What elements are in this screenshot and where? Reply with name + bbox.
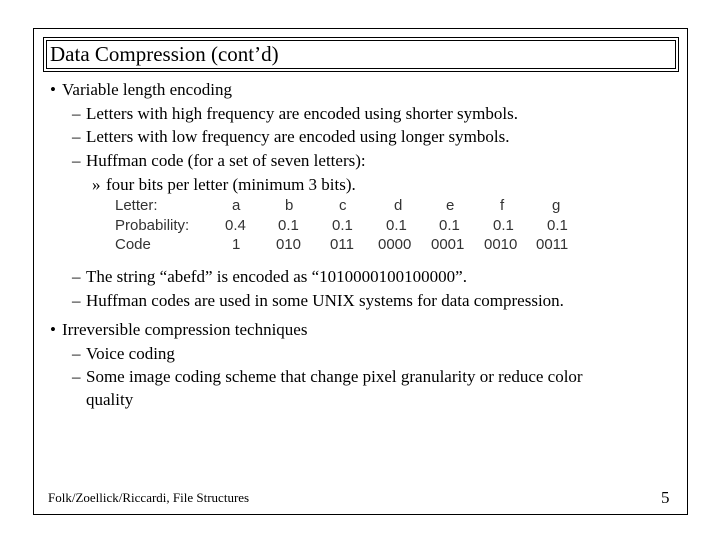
- table-cell: a: [232, 197, 241, 214]
- bullet-irreversible-compression: [50, 320, 307, 340]
- bullet-variable-length: [50, 80, 232, 100]
- subitem-low-frequency: [72, 127, 509, 147]
- footer-credit: Folk/Zoellick/Riccardi, File Structures: [48, 490, 250, 505]
- table-header-letter: Letter:: [115, 197, 158, 214]
- table-cell: e: [446, 197, 455, 214]
- table-cell: 0.1: [278, 217, 299, 234]
- table-cell: 0011: [536, 236, 569, 253]
- table-cell: 0.1: [386, 217, 407, 234]
- dash-glyph: –: [72, 151, 81, 170]
- subitem-text: Some image coding scheme that change pixel granularity or reduce color: [86, 367, 583, 386]
- table-cell: g: [552, 197, 561, 214]
- table-cell: 0.1: [547, 217, 568, 234]
- table-cell: 0000: [378, 236, 412, 253]
- dash-glyph: –: [72, 367, 81, 386]
- page-number: 5: [661, 488, 670, 507]
- dash-glyph: –: [72, 127, 81, 146]
- bullet-glyph: •: [50, 320, 56, 339]
- bullet-text: Variable length encoding: [62, 80, 232, 99]
- dash-glyph: –: [72, 267, 81, 286]
- subitem-image-coding: [72, 367, 583, 387]
- subsubitem-text: four bits per letter (minimum 3 bits).: [106, 175, 356, 194]
- subsubitem-four-bits: [92, 175, 356, 195]
- subitem-unix-systems: [72, 291, 564, 311]
- subitem-text: Letters with low frequency are encoded using longer symbols.: [86, 127, 510, 146]
- dash-glyph: –: [72, 291, 81, 310]
- table-cell: 010: [276, 236, 302, 253]
- table-cell: f: [500, 197, 505, 214]
- table-header-probability: Probability:: [115, 217, 190, 234]
- table-cell: 0.1: [439, 217, 460, 234]
- table-header-code: Code: [115, 236, 151, 253]
- bullet-glyph: •: [50, 80, 56, 99]
- subitem-voice-coding: [72, 344, 175, 364]
- table-row-letters: [115, 197, 595, 217]
- sub-glyph: »: [92, 175, 101, 194]
- subitem-text: Huffman codes are used in some UNIX systems for data compression.: [86, 291, 564, 310]
- table-row-probabilities: [115, 217, 595, 237]
- table-cell: b: [285, 197, 294, 214]
- table-cell: 011: [330, 236, 354, 253]
- table-cell: 0.1: [332, 217, 353, 234]
- subitem-image-coding-continuation: quality: [86, 390, 134, 409]
- dash-glyph: –: [72, 344, 81, 363]
- subitem-text: Letters with high frequency are encoded using shorter symbols.: [86, 104, 518, 123]
- table-cell: d: [394, 197, 403, 214]
- table-cell: 0010: [484, 236, 518, 253]
- subitem-text: Voice coding: [86, 344, 175, 363]
- subitem-text: The string “abefd” is encoded as “1010000100100000”.: [86, 267, 467, 286]
- bullet-text: Irreversible compression techniques: [62, 320, 308, 339]
- table-cell: c: [339, 197, 347, 214]
- subitem-high-frequency: [72, 104, 518, 124]
- table-row-codes: [115, 236, 595, 256]
- subitem-huffman-code: [72, 151, 366, 171]
- dash-glyph: –: [72, 104, 81, 123]
- table-cell: 0.4: [225, 217, 246, 234]
- table-cell: 0001: [431, 236, 465, 253]
- slide-title: Data Compression (cont’d): [50, 42, 279, 66]
- subitem-text: Huffman code (for a set of seven letters):: [86, 151, 366, 170]
- subitem-abefd-encoding: [72, 267, 467, 287]
- table-cell: 1: [232, 236, 241, 253]
- table-cell: 0.1: [493, 217, 514, 234]
